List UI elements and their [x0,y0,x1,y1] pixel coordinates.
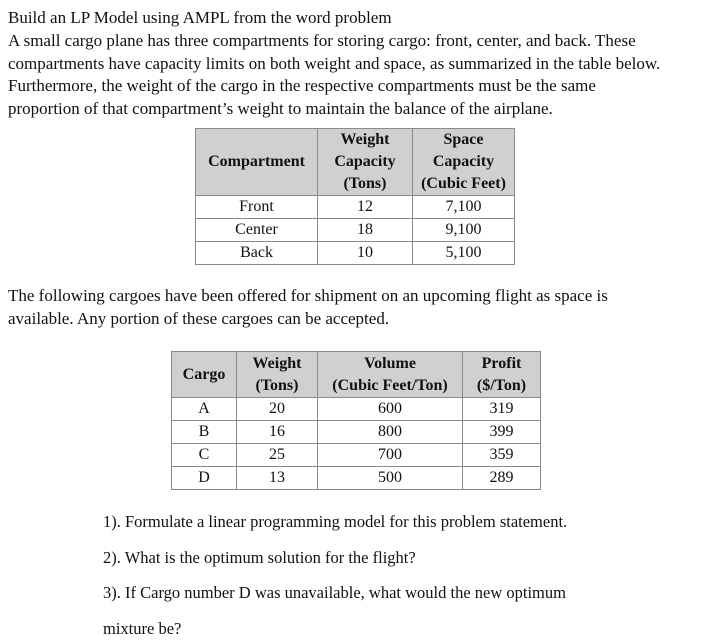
table-cell: 7,100 [413,196,515,219]
table-row [172,398,541,421]
table-cell: 20 [237,398,318,421]
table-cell: 25 [237,444,318,467]
table-row [172,467,541,490]
header-line: Compartment [208,153,305,170]
header-line: Cargo [182,365,226,383]
cargo-intro-line: The following cargoes have been offered for shipment on an upcoming flight as space is [8,286,608,305]
header-line: Weight [340,131,390,148]
header-line: (Cubic Feet/Ton) [332,376,448,394]
table-row [172,421,541,444]
header-line: Weight [252,354,302,372]
cargo-table [171,351,541,490]
table-row [196,219,515,242]
table-cell: 359 [463,444,541,467]
table-cell: Front [196,196,318,219]
table-cell: 800 [318,421,463,444]
question-3-continued: mixture be? [103,619,182,638]
intro-line: A small cargo plane has three compartments for storing cargo: front, center, and back. These [8,31,636,50]
column-header-volume [318,352,463,398]
question-3: 3). If Cargo number D was unavailable, what would the new optimum [103,583,566,602]
table-cell: C [172,444,237,467]
table-cell: 16 [237,421,318,444]
intro-line: proportion of that compartment’s weight to maintain the balance of the airplane. [8,98,553,118]
header-line: ($/Ton) [476,376,527,394]
table-cell: Back [196,242,318,265]
table-cell: 13 [237,467,318,490]
header-line: (Cubic Feet) [421,175,506,192]
header-line: Space [443,131,484,148]
cargo-intro-line: available. Any portion of these cargoes can be accepted. [8,308,390,328]
column-header-cargo [172,352,237,398]
header-line: Volume [364,354,416,372]
header-line: (Tons) [255,376,299,394]
column-header-weight-capacity [318,129,413,196]
table-cell: 700 [318,444,463,467]
table-cell: 399 [463,421,541,444]
question-1: 1). Formulate a linear programming model for this problem statement. [103,512,568,531]
table-cell: 600 [318,398,463,421]
page-title: Build an LP Model using AMPL from the word problem [8,8,392,27]
problem-intro [8,30,660,120]
header-line: Capacity [334,153,396,170]
table-cell: B [172,421,237,444]
column-header-weight [237,352,318,398]
table-cell: 5,100 [413,242,515,265]
table-cell: 9,100 [413,219,515,242]
compartment-capacity-table [195,128,515,265]
table-cell: 319 [463,398,541,421]
header-line: (Tons) [343,175,387,192]
header-line: Profit [481,354,522,372]
table-cell: 500 [318,467,463,490]
table-row [172,444,541,467]
table-row [196,242,515,265]
column-header-space-capacity [413,129,515,196]
intro-line: compartments have capacity limits on both weight and space, as summarized in the table below. [8,53,661,73]
table-row [196,196,515,219]
table-cell: D [172,467,237,490]
header-line: Capacity [432,153,495,170]
table-cell: 12 [318,196,413,219]
table-cell: 18 [318,219,413,242]
column-header-compartment [196,129,318,196]
table-cell: Center [196,219,318,242]
intro-line: Furthermore, the weight of the cargo in the respective compartments must be the same [8,76,596,95]
table-cell: A [172,398,237,421]
column-header-profit [463,352,541,398]
table-cell: 289 [463,467,541,490]
table-header-row [172,352,541,398]
table-header-row [196,129,515,196]
question-2: 2). What is the optimum solution for the flight? [103,548,416,567]
cargo-intro [8,285,608,330]
table-cell: 10 [318,242,413,265]
